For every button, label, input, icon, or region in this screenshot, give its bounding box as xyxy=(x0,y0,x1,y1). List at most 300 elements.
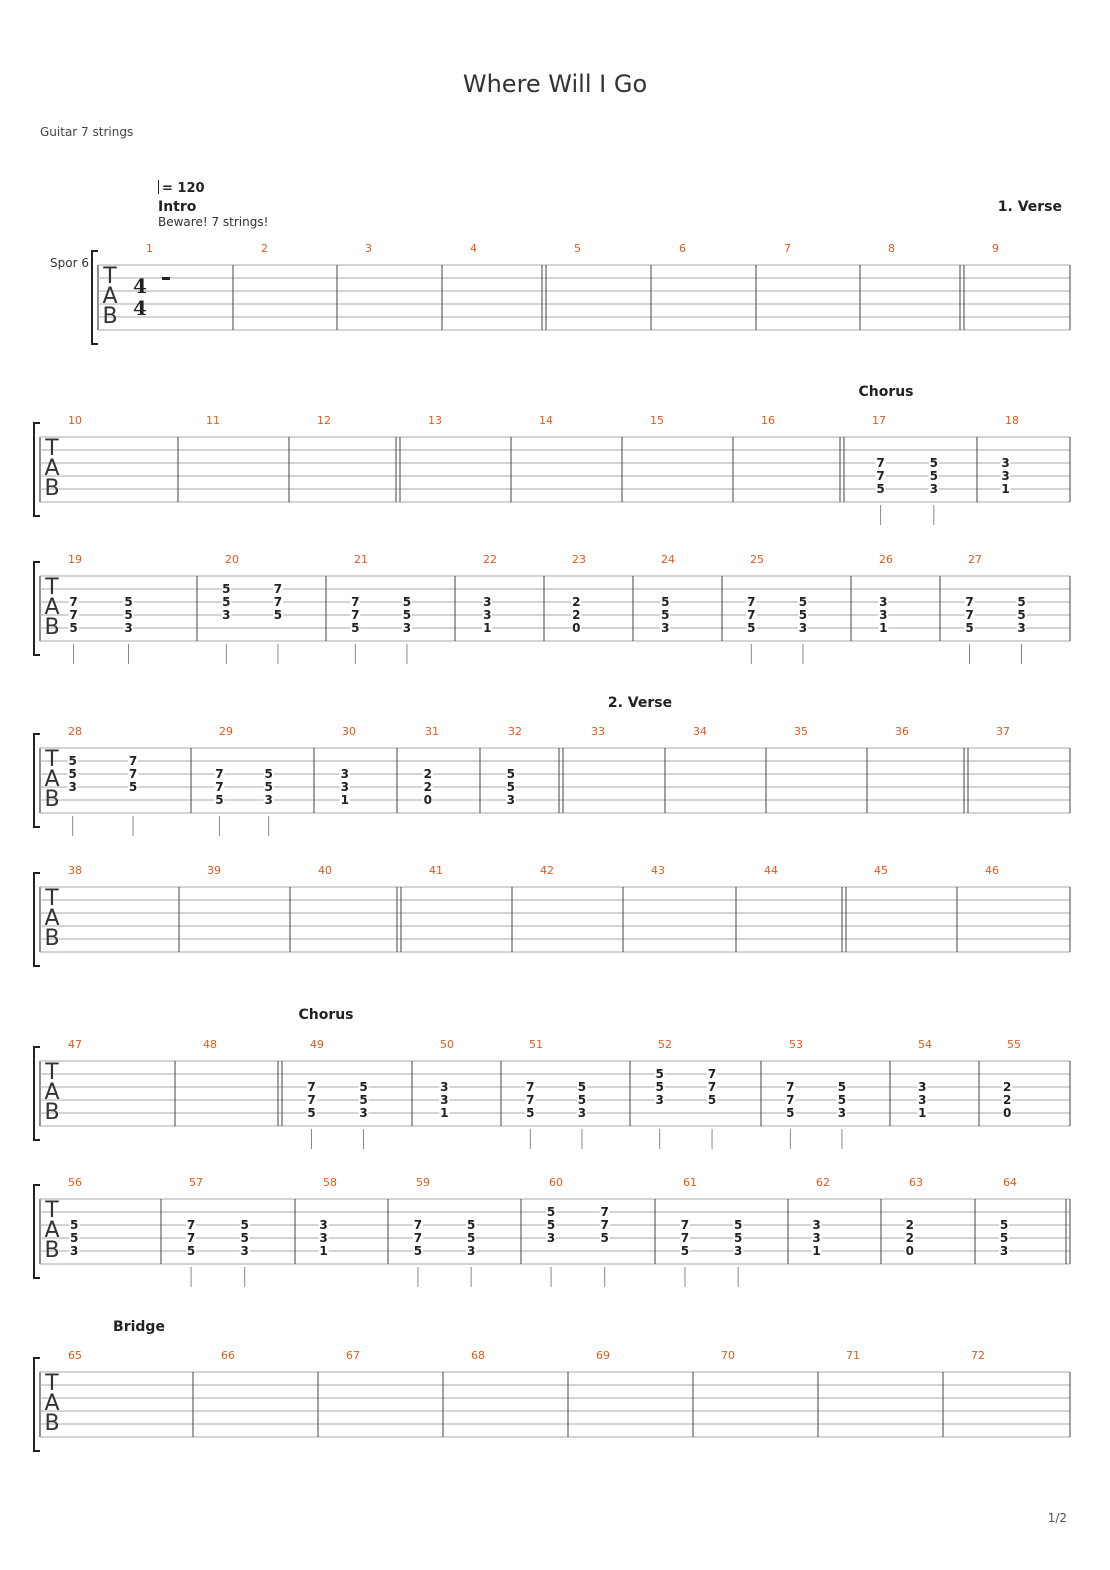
fret-number: 3 xyxy=(733,1244,743,1258)
fret-number: 3 xyxy=(812,1231,821,1245)
fret-number: 5 xyxy=(124,608,133,622)
fret-number: 7 xyxy=(707,1080,717,1094)
fret-number: 3 xyxy=(999,1244,1009,1258)
chord xyxy=(128,754,138,836)
measure-number: 17 xyxy=(872,414,886,427)
fret-number: 2 xyxy=(572,595,581,609)
fret-number: 5 xyxy=(466,1218,476,1232)
fret-number: 1 xyxy=(319,1244,328,1258)
measure-number: 54 xyxy=(918,1038,932,1051)
chord xyxy=(359,1080,369,1149)
measure-number: 58 xyxy=(323,1176,337,1189)
fret-number: 5 xyxy=(307,1106,316,1120)
measure-number: 19 xyxy=(68,553,82,566)
measure-number: 25 xyxy=(750,553,764,566)
tab-system xyxy=(34,414,1070,525)
fret-number: 3 xyxy=(577,1106,587,1120)
fret-number: 3 xyxy=(918,1093,927,1107)
fret-number: 7 xyxy=(128,767,138,781)
section-label: 1. Verse xyxy=(997,199,1062,215)
fret-number: 7 xyxy=(128,754,138,768)
chord xyxy=(423,767,433,807)
fret-number: 5 xyxy=(929,469,938,483)
fret-number: 3 xyxy=(319,1218,328,1232)
fret-number: 7 xyxy=(786,1080,795,1094)
tab-clef-letter: T xyxy=(45,1371,59,1396)
tab-clef-letter: T xyxy=(45,886,59,911)
fret-number: 3 xyxy=(70,1244,79,1258)
fret-number: 5 xyxy=(128,780,138,794)
fret-number: 5 xyxy=(798,608,808,622)
fret-number: 3 xyxy=(837,1106,847,1120)
chord xyxy=(221,582,231,664)
tab-clef-letter: A xyxy=(44,1391,60,1416)
measure-number: 41 xyxy=(429,864,443,877)
fret-number: 5 xyxy=(1017,608,1026,622)
fret-number: 5 xyxy=(359,1093,368,1107)
chord xyxy=(905,1218,915,1258)
chord xyxy=(264,767,274,836)
system-bracket xyxy=(34,1358,40,1451)
fret-number: 1 xyxy=(440,1106,449,1120)
measure-number: 61 xyxy=(683,1176,697,1189)
fret-number: 5 xyxy=(240,1218,249,1232)
chord xyxy=(186,1218,196,1287)
fret-number: 5 xyxy=(733,1218,743,1232)
chord xyxy=(600,1205,610,1287)
fret-number: 2 xyxy=(905,1231,914,1245)
fret-number: 7 xyxy=(786,1093,795,1107)
fret-number: 3 xyxy=(929,482,938,496)
measure-number: 24 xyxy=(661,553,675,566)
tab-system xyxy=(34,864,1070,966)
measure-number: 35 xyxy=(794,725,808,738)
chord xyxy=(876,456,886,525)
fret-number: 7 xyxy=(307,1080,316,1094)
fret-number: 7 xyxy=(707,1067,717,1081)
fret-number: 3 xyxy=(655,1093,664,1107)
measure-number: 44 xyxy=(764,864,778,877)
section-label: Intro xyxy=(158,199,197,215)
fret-number: 5 xyxy=(506,780,515,794)
chord xyxy=(746,595,756,664)
fret-number: 5 xyxy=(68,767,77,781)
measure-number: 29 xyxy=(219,725,233,738)
tab-clef-letter: B xyxy=(44,615,60,640)
fret-number: 3 xyxy=(240,1244,249,1258)
chord xyxy=(525,1080,535,1149)
instrument-label: Guitar 7 strings xyxy=(40,125,134,139)
chord xyxy=(506,767,516,807)
measure-number: 56 xyxy=(68,1176,82,1189)
measure-number: 70 xyxy=(721,1349,735,1362)
fret-number: 3 xyxy=(879,595,888,609)
fret-number: 7 xyxy=(600,1218,609,1232)
fret-number: 0 xyxy=(1003,1106,1012,1120)
system-bracket xyxy=(34,562,40,655)
fret-number: 5 xyxy=(837,1080,847,1094)
fret-number: 5 xyxy=(466,1231,476,1245)
fret-number: 5 xyxy=(402,608,412,622)
fret-number: 7 xyxy=(273,595,283,609)
fret-number: 0 xyxy=(905,1244,914,1258)
fret-number: 5 xyxy=(876,482,885,496)
fret-number: 3 xyxy=(1001,456,1010,470)
track-label: Spor 6 xyxy=(50,256,89,270)
measure-number: 4 xyxy=(470,242,477,255)
tab-system xyxy=(34,725,1070,836)
fret-number: 5 xyxy=(240,1231,249,1245)
measure-number: 34 xyxy=(693,725,707,738)
system-bracket xyxy=(92,251,98,344)
measure-number: 14 xyxy=(539,414,553,427)
measure-number: 71 xyxy=(846,1349,860,1362)
chord xyxy=(69,595,79,664)
fret-number: 7 xyxy=(526,1093,535,1107)
fret-number: 7 xyxy=(965,608,974,622)
tab-system xyxy=(34,1038,1070,1149)
fret-number: 3 xyxy=(340,780,349,794)
measure-number: 46 xyxy=(985,864,999,877)
fret-number: 5 xyxy=(655,1067,664,1081)
tab-clef-letter: A xyxy=(44,595,60,620)
tab-clef-letter: A xyxy=(44,767,60,792)
fret-number: 3 xyxy=(483,608,492,622)
fret-number: 3 xyxy=(222,608,231,622)
fret-number: 5 xyxy=(506,767,515,781)
chord xyxy=(439,1080,449,1120)
fret-number: 7 xyxy=(215,780,224,794)
measure-number: 57 xyxy=(189,1176,203,1189)
fret-number: 5 xyxy=(222,595,231,609)
chord xyxy=(707,1067,717,1149)
measure-number: 27 xyxy=(968,553,982,566)
chord xyxy=(546,1205,556,1287)
fret-number: 1 xyxy=(879,621,888,635)
chord xyxy=(402,595,412,664)
measure-number: 65 xyxy=(68,1349,82,1362)
chord xyxy=(1002,1080,1012,1120)
measure-number: 18 xyxy=(1005,414,1019,427)
fret-number: 5 xyxy=(577,1093,587,1107)
measure-number: 10 xyxy=(68,414,82,427)
fret-number: 0 xyxy=(572,621,581,635)
fret-number: 7 xyxy=(680,1231,690,1245)
fret-number: 3 xyxy=(1017,621,1026,635)
tab-system xyxy=(92,242,1070,344)
fret-number: 7 xyxy=(526,1080,535,1094)
fret-number: 5 xyxy=(1017,595,1026,609)
fret-number: 5 xyxy=(546,1205,556,1219)
fret-number: 7 xyxy=(351,595,360,609)
tab-clef-letter: B xyxy=(44,1411,60,1436)
fret-number: 5 xyxy=(661,608,670,622)
system-bracket xyxy=(34,423,40,516)
tab-clef-letter: T xyxy=(45,436,59,461)
fret-number: 5 xyxy=(273,608,283,622)
measure-number: 12 xyxy=(317,414,331,427)
measure-number: 16 xyxy=(761,414,775,427)
tab-clef-letter: T xyxy=(45,1198,59,1223)
text-annotation: Beware! 7 strings! xyxy=(158,215,269,229)
fret-number: 3 xyxy=(402,621,412,635)
page-number: 1/2 xyxy=(1047,1511,1067,1525)
fret-number: 7 xyxy=(307,1093,316,1107)
fret-number: 1 xyxy=(340,793,349,807)
tab-clef-letter: B xyxy=(44,1100,60,1125)
chord xyxy=(812,1218,822,1258)
fret-number: 7 xyxy=(965,595,974,609)
fret-number: 7 xyxy=(69,595,78,609)
fret-number: 7 xyxy=(876,469,885,483)
fret-number: 3 xyxy=(359,1106,368,1120)
fret-number: 5 xyxy=(402,595,412,609)
fret-number: 1 xyxy=(1001,482,1010,496)
tab-clef-letter: A xyxy=(44,456,60,481)
chord xyxy=(1001,456,1011,496)
measure-number: 15 xyxy=(650,414,664,427)
measure-number: 8 xyxy=(888,242,895,255)
fret-number: 7 xyxy=(186,1218,196,1232)
fret-number: 5 xyxy=(526,1106,535,1120)
tab-system xyxy=(34,1176,1070,1287)
fret-number: 5 xyxy=(70,1218,79,1232)
tab-clef-letter: T xyxy=(45,1060,59,1085)
fret-number: 5 xyxy=(798,595,808,609)
measure-number: 30 xyxy=(342,725,356,738)
system-bracket xyxy=(34,1185,40,1278)
fret-number: 7 xyxy=(351,608,360,622)
fret-number: 0 xyxy=(423,793,432,807)
fret-number: 7 xyxy=(413,1218,423,1232)
tab-clef-letter: B xyxy=(44,787,60,812)
fret-number: 2 xyxy=(572,608,581,622)
measure-number: 6 xyxy=(679,242,686,255)
tab-system xyxy=(34,1349,1070,1451)
tab-clef-letter: A xyxy=(44,906,60,931)
fret-number: 5 xyxy=(413,1244,423,1258)
measure-number: 37 xyxy=(996,725,1010,738)
chord xyxy=(655,1067,665,1149)
chord xyxy=(69,1218,79,1258)
chord xyxy=(307,1080,317,1149)
section-label: Chorus xyxy=(298,1007,354,1023)
measure-number: 50 xyxy=(440,1038,454,1051)
measure-number: 63 xyxy=(909,1176,923,1189)
measure-number: 26 xyxy=(879,553,893,566)
fret-number: 5 xyxy=(222,582,231,596)
fret-number: 5 xyxy=(655,1080,664,1094)
measure-number: 60 xyxy=(549,1176,563,1189)
fret-number: 5 xyxy=(70,1231,79,1245)
measure-number: 36 xyxy=(895,725,909,738)
measure-number: 1 xyxy=(146,242,153,255)
measure-number: 42 xyxy=(540,864,554,877)
system-bracket xyxy=(34,1047,40,1140)
fret-number: 5 xyxy=(837,1093,847,1107)
fret-number: 7 xyxy=(680,1218,690,1232)
tab-clef-letter: B xyxy=(44,476,60,501)
chord xyxy=(798,595,808,664)
fret-number: 5 xyxy=(186,1244,196,1258)
fret-number: 3 xyxy=(1001,469,1010,483)
chord xyxy=(482,595,492,635)
chord xyxy=(413,1218,423,1287)
measure-number: 21 xyxy=(354,553,368,566)
fret-number: 5 xyxy=(124,595,133,609)
fret-number: 2 xyxy=(1003,1080,1012,1094)
measure-number: 72 xyxy=(971,1349,985,1362)
fret-number: 5 xyxy=(546,1218,556,1232)
chord xyxy=(577,1080,587,1149)
fret-number: 7 xyxy=(413,1231,423,1245)
fret-number: 5 xyxy=(600,1231,609,1245)
chord xyxy=(240,1218,250,1287)
chord xyxy=(660,595,670,635)
chord xyxy=(466,1218,476,1287)
measure-number: 23 xyxy=(572,553,586,566)
fret-number: 5 xyxy=(661,595,670,609)
fret-number: 5 xyxy=(929,456,938,470)
fret-number: 1 xyxy=(483,621,492,635)
chord xyxy=(965,595,975,664)
measure-number: 13 xyxy=(428,414,442,427)
fret-number: 7 xyxy=(69,608,78,622)
chord xyxy=(785,1080,795,1149)
measure-number: 45 xyxy=(874,864,888,877)
fret-number: 3 xyxy=(440,1093,449,1107)
section-label: Bridge xyxy=(113,1319,165,1335)
fret-number: 3 xyxy=(661,621,670,635)
tab-clef-letter: T xyxy=(45,747,59,772)
fret-number: 3 xyxy=(68,780,77,794)
measure-number: 52 xyxy=(658,1038,672,1051)
measure-number: 39 xyxy=(207,864,221,877)
fret-number: 7 xyxy=(215,767,224,781)
fret-number: 5 xyxy=(707,1093,717,1107)
chord xyxy=(68,754,78,836)
tab-clef-letter: B xyxy=(44,1238,60,1263)
measure-number: 49 xyxy=(310,1038,324,1051)
fret-number: 3 xyxy=(319,1231,328,1245)
measure-number: 32 xyxy=(508,725,522,738)
chord xyxy=(319,1218,329,1258)
fret-number: 2 xyxy=(423,767,432,781)
fret-number: 3 xyxy=(812,1218,821,1232)
chord xyxy=(273,582,283,664)
fret-number: 5 xyxy=(69,621,78,635)
fret-number: 7 xyxy=(186,1231,196,1245)
chord xyxy=(837,1080,847,1149)
fret-number: 1 xyxy=(918,1106,927,1120)
measure-number: 67 xyxy=(346,1349,360,1362)
chord xyxy=(680,1218,690,1287)
chord xyxy=(571,595,581,635)
tab-clef-letter: B xyxy=(44,926,60,951)
fret-number: 3 xyxy=(506,793,515,807)
song-title: Where Will I Go xyxy=(462,70,648,98)
measure-number: 28 xyxy=(68,725,82,738)
fret-number: 2 xyxy=(905,1218,914,1232)
tab-system xyxy=(34,553,1070,664)
fret-number: 5 xyxy=(999,1231,1009,1245)
fret-number: 5 xyxy=(68,754,77,768)
measure-number: 51 xyxy=(529,1038,543,1051)
measure-number: 11 xyxy=(206,414,220,427)
tab-clef-letter: B xyxy=(102,304,118,329)
fret-number: 7 xyxy=(600,1205,609,1219)
fret-number: 2 xyxy=(1003,1093,1012,1107)
measure-number: 31 xyxy=(425,725,439,738)
measure-number: 64 xyxy=(1003,1176,1017,1189)
measure-number: 59 xyxy=(416,1176,430,1189)
measure-number: 40 xyxy=(318,864,332,877)
measure-number: 20 xyxy=(225,553,239,566)
fret-number: 5 xyxy=(577,1080,587,1094)
fret-number: 5 xyxy=(359,1080,368,1094)
tempo-value: = 120 xyxy=(162,181,205,196)
fret-number: 2 xyxy=(423,780,432,794)
chord xyxy=(340,767,350,807)
tab-clef-letter: T xyxy=(45,575,59,600)
chord xyxy=(929,456,939,525)
fret-number: 3 xyxy=(264,793,273,807)
fret-number: 5 xyxy=(680,1244,690,1258)
tab-clef-letter: A xyxy=(44,1080,60,1105)
fret-number: 7 xyxy=(747,608,756,622)
measure-number: 53 xyxy=(789,1038,803,1051)
chord xyxy=(733,1218,743,1287)
fret-number: 5 xyxy=(351,621,360,635)
measure-number: 5 xyxy=(574,242,581,255)
measure-number: 43 xyxy=(651,864,665,877)
measure-number: 69 xyxy=(596,1349,610,1362)
system-bracket xyxy=(34,734,40,827)
fret-number: 3 xyxy=(879,608,888,622)
fret-number: 3 xyxy=(918,1080,927,1094)
fret-number: 5 xyxy=(215,793,224,807)
chord xyxy=(124,595,134,664)
fret-number: 5 xyxy=(965,621,974,635)
fret-number: 5 xyxy=(264,780,273,794)
measure-number: 48 xyxy=(203,1038,217,1051)
measure-number: 9 xyxy=(992,242,999,255)
fret-number: 7 xyxy=(273,582,283,596)
measure-number: 68 xyxy=(471,1349,485,1362)
chord xyxy=(350,595,360,664)
fret-number: 5 xyxy=(733,1231,743,1245)
chord xyxy=(878,595,888,635)
fret-number: 3 xyxy=(440,1080,449,1094)
section-label: 2. Verse xyxy=(607,695,673,711)
fret-number: 3 xyxy=(798,621,808,635)
chord xyxy=(999,1218,1009,1258)
fret-number: 3 xyxy=(466,1244,476,1258)
time-signature-bottom: 4 xyxy=(133,296,147,320)
measure-number: 3 xyxy=(365,242,372,255)
fret-number: 3 xyxy=(124,621,133,635)
tab-clef-letter: A xyxy=(102,284,118,309)
fret-number: 7 xyxy=(747,595,756,609)
fret-number: 5 xyxy=(999,1218,1009,1232)
measure-number: 55 xyxy=(1007,1038,1021,1051)
tab-clef-letter: A xyxy=(44,1218,60,1243)
fret-number: 7 xyxy=(876,456,885,470)
measure-number: 7 xyxy=(784,242,791,255)
fret-number: 5 xyxy=(747,621,756,635)
measure-number: 62 xyxy=(816,1176,830,1189)
fret-number: 5 xyxy=(786,1106,795,1120)
